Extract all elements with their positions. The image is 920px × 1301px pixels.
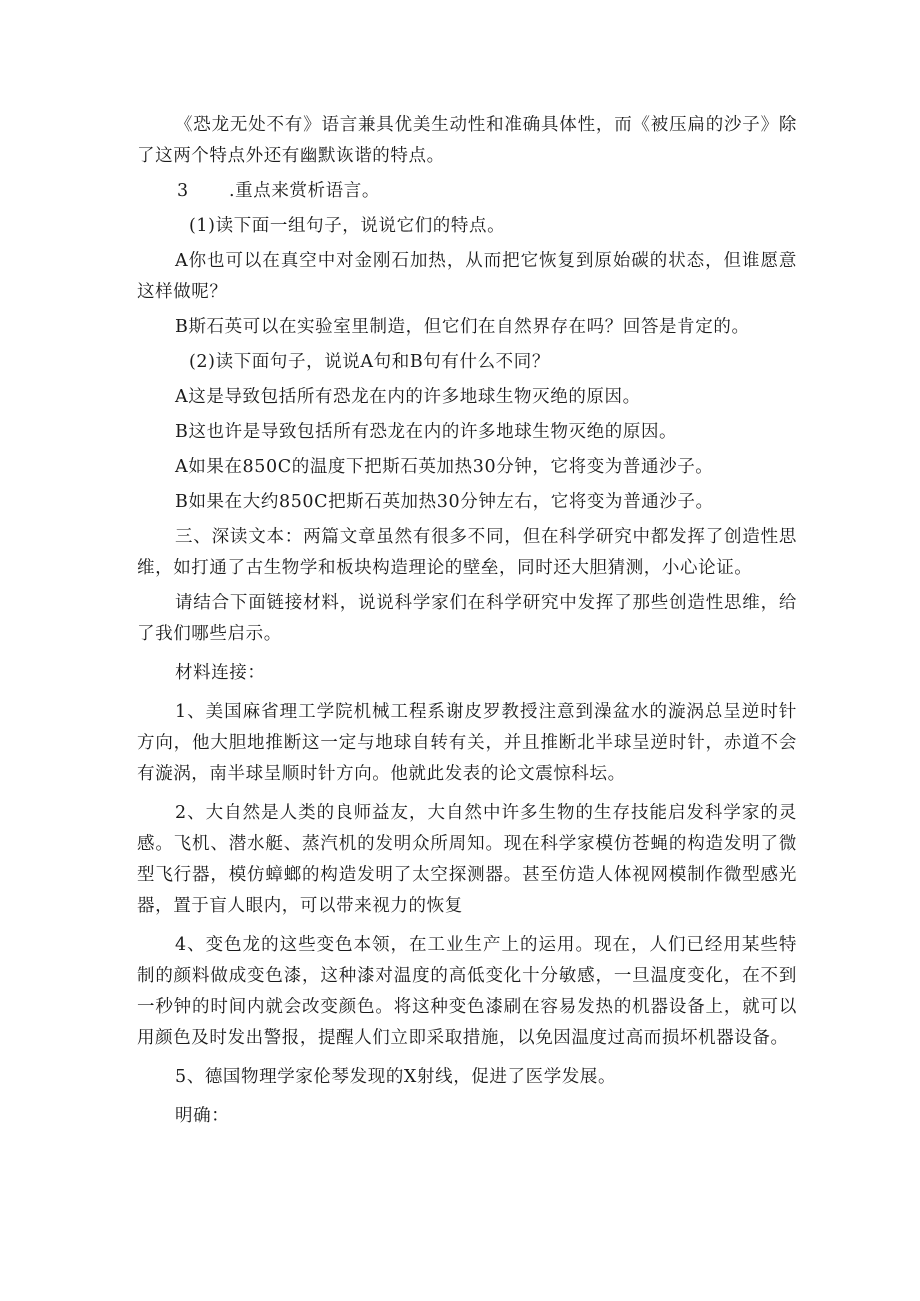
section-3-number: 3 — [177, 181, 189, 201]
sentence-1b: B斯石英可以在实验室里制造，但它们在自然界存在吗？回答是肯定的。 — [175, 317, 750, 337]
sentence-1a: A你也可以在真空中对金刚石加热，从而把它恢复到原始碳的状态，但谁愿意这样做呢？ — [137, 251, 797, 302]
clarify-label: 明确： — [175, 1106, 230, 1126]
material-2: 2、大自然是人类的良师益友，大自然中许多生物的生存技能启发科学家的灵感。飞机、潜水艇、蒸汽机的发明众所周知。现在科学家模仿苍蝇的构造发明了微型飞行器，模仿蟑螂的构造发明了太空探测器。甚至仿造人体视网模制作微型感光器，置于盲人眼内，可以带来视力的恢复 — [137, 803, 797, 916]
sentence-3b: B如果在大约850C把斯石英加热30分钟左右，它将变为普通沙子。 — [175, 492, 714, 512]
paragraph-language-summary: 《恐龙无处不有》语言兼具优美生动性和准确具体性，而《被压扁的沙子》除了这两个特点外还有幽默诙谐的特点。 — [137, 115, 797, 166]
question-2-prompt: (2)读下面句子，说说A句和B句有什么不同？ — [189, 352, 550, 372]
section-3-heading — [137, 176, 797, 207]
question-1-prompt: (1)读下面一组句子，说说它们的特点。 — [189, 216, 506, 236]
material-4: 4、变色龙的这些变色本领，在工业生产上的运用。现在，人们已经用某些特制的颜料做成变色漆，这种漆对温度的高低变化十分敏感，一旦温度变化，在不到一秒钟的时间内就会改变颜色。将这种变色漆刷在容易发热的机器设备上，就可以用颜色及时发出警报，提醒人们立即采取措施，以免因温度过高而损坏机器设备。 — [137, 935, 797, 1048]
material-1: 1、美国麻省理工学院机械工程系谢皮罗教授注意到澡盆水的漩涡总呈逆时针方向，他大胆地推断这一定与地球自转有关，并且推断北半球呈逆时针，赤道不会有漩涡，南半球呈顺时针方向。他就此发表的论文震惊科坛。 — [137, 702, 797, 784]
material-5: 5、德国物理学家伦琴发现的X射线，促进了医学发展。 — [175, 1067, 617, 1087]
materials-heading: 材料连接： — [175, 663, 266, 683]
sentence-3a: A如果在850C的温度下把斯石英加热30分钟，它将变为普通沙子。 — [175, 457, 714, 477]
section-deep-reading: 三、深读文本：两篇文章虽然有很多不同，但在科学研究中都发挥了创造性思维，如打通了古生物学和板块构造理论的壁垒，同时还大胆猜测，小心论证。 — [137, 527, 797, 578]
section-3-title: .重点来赏析语言。 — [229, 181, 380, 201]
paragraph-instruction: 请结合下面链接材料，说说科学家们在科学研究中发挥了那些创造性思维，给了我们哪些启示。 — [137, 593, 797, 644]
document-body — [137, 110, 797, 1132]
sentence-2a: A这是导致包括所有恐龙在内的许多地球生物灭绝的原因。 — [175, 387, 641, 407]
sentence-2b: B这也许是导致包括所有恐龙在内的许多地球生物灭绝的原因。 — [175, 422, 678, 442]
